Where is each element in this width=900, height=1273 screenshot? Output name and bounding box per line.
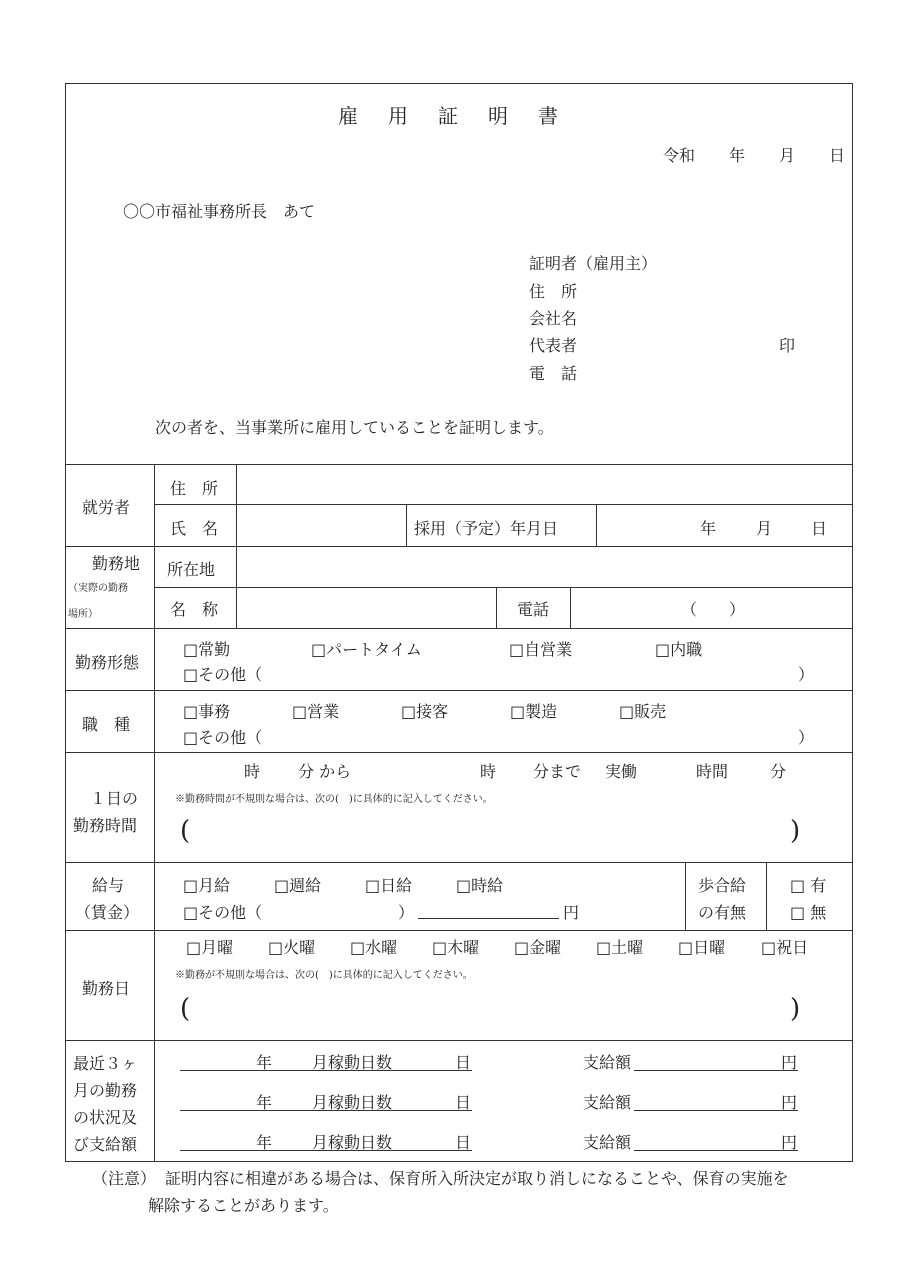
commission-label: の有無: [698, 903, 747, 922]
rule: [65, 546, 853, 547]
recent-label: 月の勤務: [73, 1081, 138, 1100]
hire-year: 年: [700, 519, 717, 538]
salary-option-other[interactable]: □その他（: [183, 903, 263, 922]
date-era: 令和: [663, 146, 696, 165]
workplace-location-label: 所在地: [167, 560, 216, 579]
workplace-name-label: 名 称: [170, 600, 219, 619]
rule: [65, 862, 853, 863]
recent-amount-underline[interactable]: [634, 1070, 798, 1071]
hours-start-hour: 時: [244, 762, 261, 781]
recent-workdays-label: 月稼動日数: [312, 1053, 393, 1072]
employment-option[interactable]: □内職: [655, 640, 703, 659]
recent-year: 年: [256, 1093, 273, 1112]
salary-label: 給与: [92, 876, 125, 895]
recent-day: 日: [455, 1133, 472, 1152]
occupation-label: 職 種: [82, 715, 131, 734]
hours-label: １日の: [90, 789, 139, 808]
open-paren: (: [180, 994, 191, 1024]
recent-workdays-label: 月稼動日数: [312, 1133, 393, 1152]
workdays-note: ※勤務が不規則な場合は、次の( )に具体的に記入してください。: [175, 970, 473, 981]
certifier-representative-label: 代表者: [529, 336, 578, 355]
rule: [65, 930, 853, 931]
rule: [154, 587, 853, 588]
workday-option[interactable]: □月曜: [186, 938, 234, 957]
rule: [406, 504, 407, 546]
workplace-sublabel: （実際の勤務: [68, 583, 128, 594]
date-year: 年: [729, 146, 746, 165]
close-paren: ）: [798, 665, 815, 684]
rule: [570, 587, 571, 628]
hours-start-minute: 分 から: [298, 762, 352, 781]
note-text: 解除することがあります。: [148, 1196, 339, 1215]
recent-yen: 円: [781, 1133, 798, 1152]
rule: [766, 862, 767, 930]
worker-address-label: 住 所: [170, 479, 219, 498]
hire-date-label: 採用（予定）年月日: [414, 519, 559, 538]
occupation-option[interactable]: □営業: [292, 702, 340, 721]
salary-label: （賃金）: [75, 903, 140, 922]
close-paren: ): [790, 994, 801, 1024]
open-paren: (: [180, 816, 191, 846]
seal-mark: 印: [779, 336, 796, 355]
salary-option[interactable]: □月給: [183, 876, 231, 895]
workdays-label: 勤務日: [82, 979, 131, 998]
certification-statement: 次の者を、当事業所に雇用していることを証明します。: [155, 418, 554, 437]
certifier-phone-label: 電 話: [529, 364, 578, 383]
certifier-company-label: 会社名: [529, 309, 578, 328]
certifier-address-label: 住 所: [529, 282, 578, 301]
recent-yen: 円: [781, 1093, 798, 1112]
commission-label: 歩合給: [698, 876, 747, 895]
occupation-option[interactable]: □製造: [510, 702, 558, 721]
hours-actual-hours: 時間: [696, 762, 729, 781]
close-paren: ）: [798, 728, 815, 747]
date-month: 月: [779, 146, 796, 165]
employment-type-label: 勤務形態: [75, 653, 140, 672]
occupation-option[interactable]: □接客: [401, 702, 449, 721]
hire-month: 月: [756, 519, 773, 538]
hours-label: 勤務時間: [73, 816, 138, 835]
workday-option[interactable]: □木曜: [432, 938, 480, 957]
recent-label: 最近３ヶ: [73, 1054, 138, 1073]
commission-yes-checkbox[interactable]: □ 有: [790, 876, 827, 895]
recent-paid-label: 支給額: [583, 1133, 632, 1152]
recent-year: 年: [256, 1053, 273, 1072]
hours-actual-minutes: 分: [770, 762, 787, 781]
workday-option[interactable]: □祝日: [761, 938, 809, 957]
note-label: （注意）: [92, 1169, 157, 1188]
workday-option[interactable]: □火曜: [268, 938, 316, 957]
salary-amount-line[interactable]: [418, 918, 559, 919]
recent-row-underline[interactable]: [180, 1110, 472, 1111]
certifier-label: 証明者（雇用主）: [529, 254, 658, 273]
salary-yen: 円: [563, 903, 580, 922]
recent-year: 年: [256, 1133, 273, 1152]
hours-end-minute: 分まで: [533, 762, 582, 781]
date-day: 日: [829, 146, 846, 165]
workday-option[interactable]: □土曜: [596, 938, 644, 957]
rule: [65, 1040, 853, 1041]
commission-no-checkbox[interactable]: □ 無: [790, 903, 827, 922]
recent-workdays-label: 月稼動日数: [312, 1093, 393, 1112]
occupation-option[interactable]: □事務: [183, 702, 231, 721]
rule: [65, 752, 853, 753]
rule: [65, 690, 853, 691]
document-title: 雇用証明書: [338, 104, 588, 128]
note-text: 証明内容に相違がある場合は、保育所入所決定が取り消しになることや、保育の実施を: [165, 1169, 789, 1188]
recent-amount-underline[interactable]: [634, 1150, 798, 1151]
worker-label: 就労者: [82, 498, 131, 517]
recent-paid-label: 支給額: [583, 1093, 632, 1112]
rule: [236, 587, 237, 628]
rule: [685, 862, 686, 930]
salary-option[interactable]: □時給: [456, 876, 504, 895]
recent-label: の状況及: [73, 1108, 138, 1127]
addressee: 〇〇市福祉事務所長 あて: [123, 202, 316, 221]
recent-yen: 円: [781, 1053, 798, 1072]
recent-day: 日: [455, 1053, 472, 1072]
hours-actual-label: 実働: [605, 762, 638, 781]
rule: [236, 464, 237, 587]
recent-row-underline[interactable]: [180, 1150, 472, 1151]
workplace-sublabel: 場所）: [68, 609, 98, 620]
workplace-phone-label: 電話: [517, 600, 550, 619]
employment-option-other[interactable]: □その他（: [183, 665, 263, 684]
occupation-option-other[interactable]: □その他（: [183, 728, 263, 747]
hours-end-hour: 時: [480, 762, 497, 781]
recent-day: 日: [455, 1093, 472, 1112]
recent-label: び支給額: [73, 1135, 138, 1154]
rule: [154, 504, 853, 505]
label-column-line: [154, 464, 155, 1162]
rule: [596, 504, 597, 546]
recent-row-underline[interactable]: [180, 1070, 472, 1071]
salary-option[interactable]: □週給: [274, 876, 322, 895]
employment-option[interactable]: □パートタイム: [311, 640, 422, 659]
salary-option[interactable]: □日給: [365, 876, 413, 895]
hire-day: 日: [811, 519, 828, 538]
workday-option[interactable]: □日曜: [678, 938, 726, 957]
worker-name-label: 氏 名: [170, 519, 219, 538]
workday-option[interactable]: □水曜: [350, 938, 398, 957]
employment-option[interactable]: □自営業: [509, 640, 573, 659]
workplace-label: 勤務地: [92, 554, 141, 573]
occupation-option[interactable]: □販売: [619, 702, 667, 721]
close-paren: ): [790, 816, 801, 846]
table-top-line: [65, 464, 853, 465]
employment-option[interactable]: □常勤: [183, 640, 231, 659]
hours-note: ※勤務時間が不規則な場合は、次の( )に具体的に記入してください。: [175, 794, 493, 805]
workplace-phone-parens: （ ）: [681, 600, 746, 619]
rule: [496, 587, 497, 628]
workday-option[interactable]: □金曜: [514, 938, 562, 957]
rule: [65, 628, 853, 629]
recent-amount-underline[interactable]: [634, 1110, 798, 1111]
close-paren: ）: [398, 903, 415, 922]
recent-paid-label: 支給額: [583, 1053, 632, 1072]
